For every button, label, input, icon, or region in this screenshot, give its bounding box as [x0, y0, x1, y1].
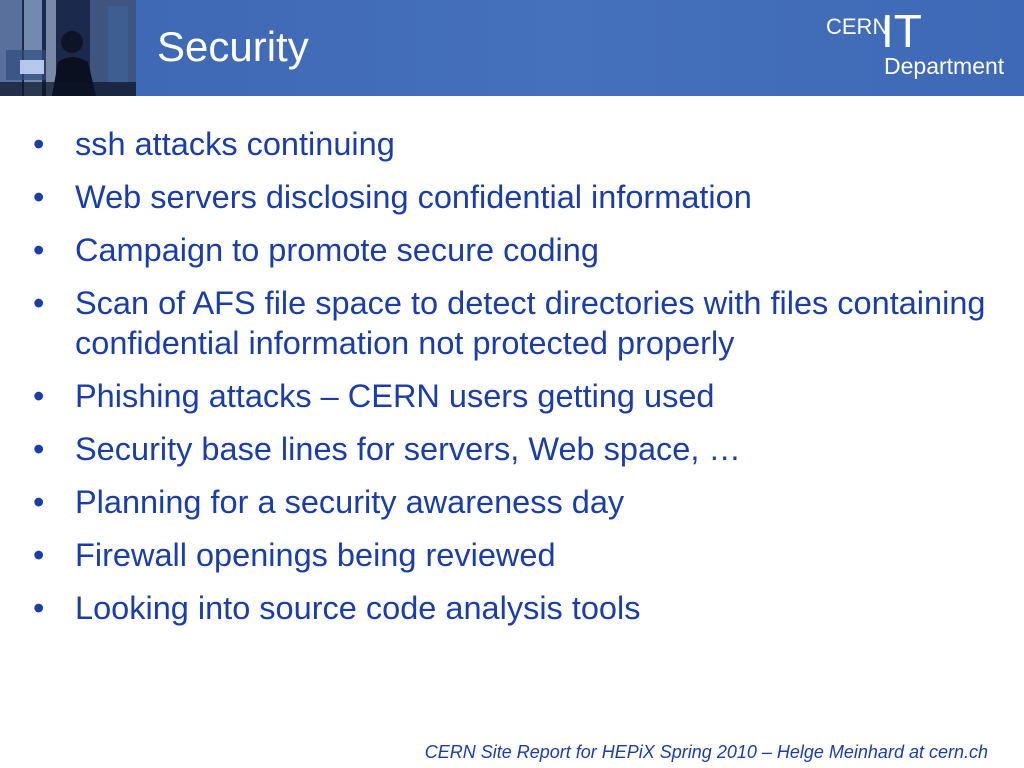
logo-department-text: Department [884, 53, 1005, 79]
bullet-text: Looking into source code analysis tools [75, 590, 641, 626]
bullet-item [30, 124, 990, 164]
bullet-item [30, 230, 990, 270]
bullet-text: Security base lines for servers, Web space, … [75, 431, 741, 467]
bullet-dot-icon: • [33, 126, 45, 162]
title-bar [0, 0, 1024, 96]
cern-it-department-logo [826, 5, 1020, 88]
bullet-text: Planning for a security awareness day [75, 484, 625, 520]
logo-cern-text: CERN [826, 14, 889, 39]
logo-it-text: IT [881, 5, 922, 57]
bullet-text: Web servers disclosing confidential information [75, 179, 752, 215]
header-photo [0, 0, 136, 96]
bullet-dot-icon: • [33, 378, 45, 414]
bullet-text: Firewall openings being reviewed [75, 537, 556, 573]
bullet-dot-icon: • [33, 431, 45, 467]
bullet-item [30, 588, 990, 628]
bullet-item [30, 535, 990, 575]
bullet-text: Phishing attacks – CERN users getting used [75, 378, 715, 414]
slide-footer: CERN Site Report for HEPiX Spring 2010 – Helge Meinhard at cern.ch [424, 742, 988, 762]
bullet-item [30, 283, 990, 363]
server-room-photo-icon [0, 0, 136, 96]
bullet-dot-icon: • [33, 484, 45, 520]
bullet-dot-icon: • [33, 232, 45, 268]
bullet-dot-icon: • [33, 179, 45, 215]
bullet-dot-icon: • [33, 590, 45, 626]
bullet-text: Campaign to promote secure coding [75, 232, 599, 268]
bullet-dot-icon: • [33, 285, 45, 321]
bullet-list [30, 124, 990, 641]
bullet-text: ssh attacks continuing [75, 126, 395, 162]
bullet-item [30, 177, 990, 217]
bullet-item [30, 376, 990, 416]
bullet-text: Scan of AFS file space to detect directories with files containing confidential information not protected properly [75, 285, 986, 361]
bullet-item [30, 482, 990, 522]
bullet-dot-icon: • [33, 537, 45, 573]
bullet-item [30, 429, 990, 469]
slide-title: Security [157, 23, 309, 70]
